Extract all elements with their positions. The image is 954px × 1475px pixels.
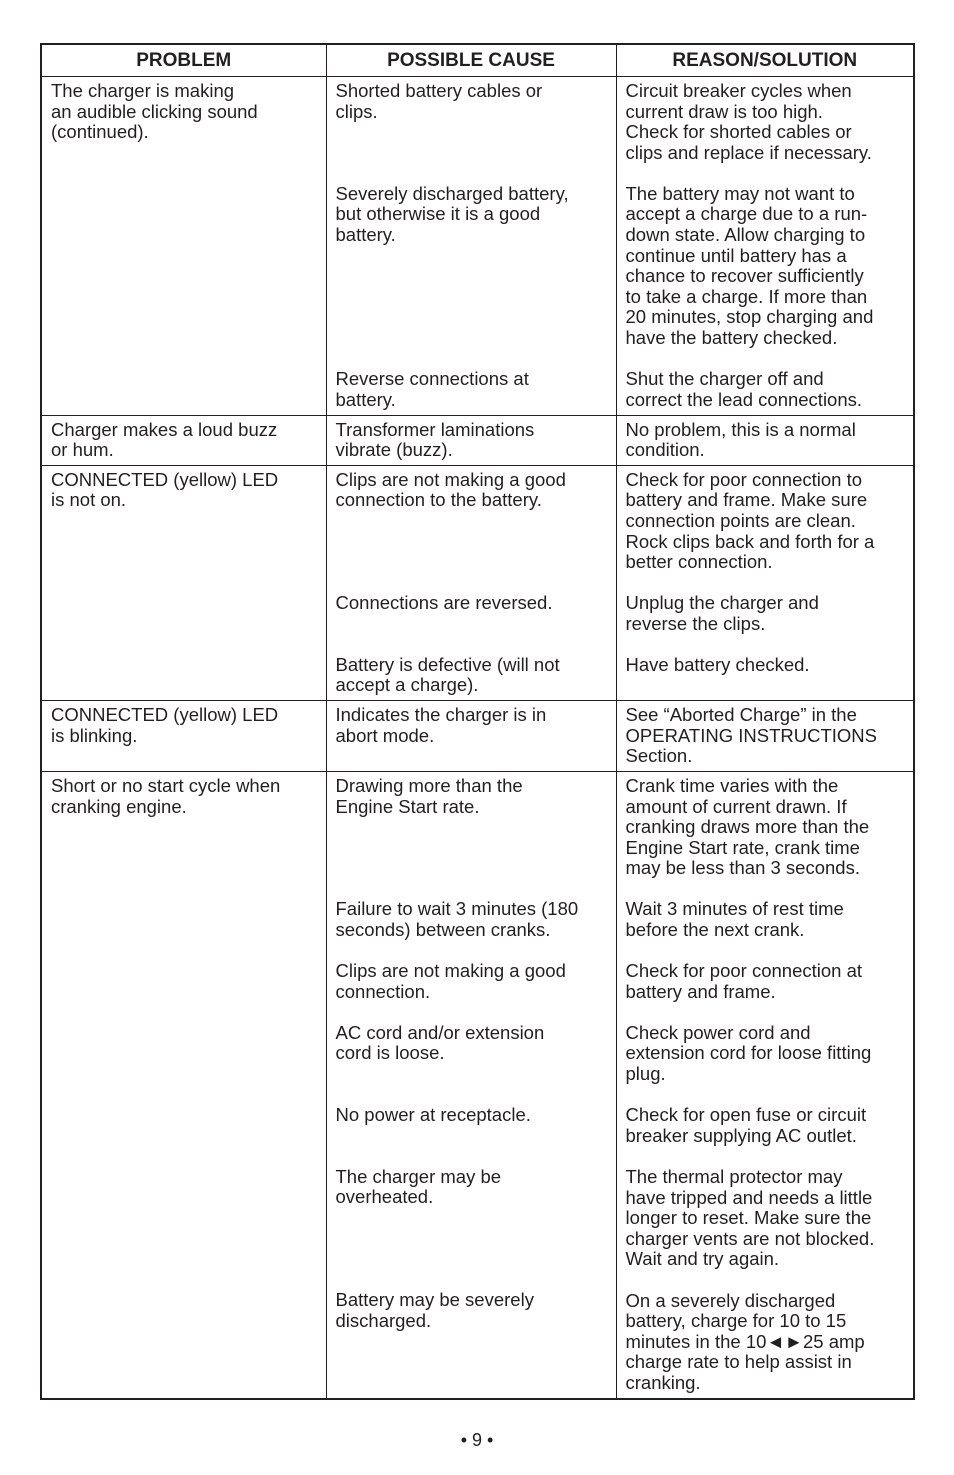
cause-text: Failure to wait 3 minutes (180 seconds) between cranks.: [335, 898, 579, 941]
table-row: [41, 465, 914, 700]
cause-text: Severely discharged battery, but otherwise it is a good battery.: [335, 182, 569, 245]
troubleshooting-table: [40, 43, 915, 1400]
header-row: [41, 44, 914, 77]
solution-text: Check for open fuse or circuit breaker supplying AC outlet.: [625, 1104, 867, 1146]
solution-text: Unplug the charger and reverse the clips.: [625, 592, 819, 634]
solution-text: On a severely discharged battery, charge for 10 to 15 minutes in the 10◄►25 amp charge rate to help assist in cranking.: [625, 1289, 865, 1393]
problem-cell: [41, 415, 326, 465]
solution-cell: [616, 700, 914, 771]
cause-cell: [326, 77, 616, 416]
solution-cell: [616, 465, 914, 700]
solution-text: Circuit breaker cycles when current draw is too high. Check for shorted cables or clips and replace if necessary.: [625, 80, 872, 163]
cause-cell: [326, 415, 616, 465]
solution-text: See “Aborted Charge” in the OPERATING INSTRUCTIONS Section.: [625, 703, 877, 767]
problem-text: Short or no start cycle when cranking engine.: [51, 774, 281, 817]
cause-text: Indicates the charger is in abort mode.: [335, 703, 547, 746]
solution-text: Crank time varies with the amount of current drawn. If cranking draws more than the Engine Start rate, crank time may be less than 3 seconds.: [625, 774, 870, 879]
cause-text: The charger may be overheated.: [335, 1165, 502, 1208]
page-number: • 9 •: [460, 1430, 494, 1450]
cause-text: No power at receptacle.: [335, 1104, 531, 1126]
solution-cell: [616, 415, 914, 465]
cause-text: Reverse connections at battery.: [335, 368, 529, 410]
cause-cell: [326, 771, 616, 1398]
solution-text: Check for poor connection to battery and frame. Make sure connection points are clean. Rock clips back and forth for a better connection.: [625, 468, 875, 573]
solution-text: Check power cord and extension cord for loose fitting plug.: [625, 1021, 872, 1084]
solution-text: No problem, this is a normal condition.: [625, 418, 856, 461]
problem-text: CONNECTED (yellow) LED is blinking.: [51, 703, 279, 746]
table-row: [41, 415, 914, 465]
table-row: [41, 700, 914, 771]
cause-text: Clips are not making a good connection to the battery.: [335, 468, 566, 511]
problem-cell: [41, 700, 326, 771]
solution-cell: [616, 77, 914, 416]
problem-cell: [41, 77, 326, 416]
header-problem: PROBLEM: [41, 44, 326, 77]
cause-text: Clips are not making a good connection.: [335, 960, 566, 1002]
cause-text: Transformer laminations vibrate (buzz).: [335, 418, 535, 461]
cause-text: Battery is defective (will not accept a charge).: [335, 653, 560, 696]
problem-text: Charger makes a loud buzz or hum.: [51, 418, 278, 461]
cause-text: AC cord and/or extension cord is loose.: [335, 1021, 545, 1064]
problem-cell: [41, 465, 326, 700]
cause-text: Shorted battery cables or clips.: [335, 80, 543, 122]
table-row: [41, 77, 914, 416]
table-body: [41, 77, 914, 1399]
problem-cell: [41, 771, 326, 1398]
cause-cell: [326, 700, 616, 771]
table-row: [41, 771, 914, 1398]
solution-text: The thermal protector may have tripped and needs a little longer to reset. Make sure the charger vents are not blocked. Wait and try again.: [625, 1166, 875, 1270]
cause-text: Connections are reversed.: [335, 592, 553, 614]
header-reason-solution: REASON/SOLUTION: [616, 44, 914, 77]
solution-text: Check for poor connection at battery and frame.: [625, 960, 863, 1002]
problem-text: CONNECTED (yellow) LED is not on.: [51, 468, 279, 511]
solution-text: Have battery checked.: [625, 653, 810, 675]
solution-text: The battery may not want to accept a charge due to a run- down state. Allow charging to continue until battery has a chance to recover sufficiently to take a charge. If more than 20 minutes, stop charging and have the battery checked.: [625, 182, 874, 349]
cause-text: Battery may be severely discharged.: [335, 1289, 534, 1331]
cause-text: Drawing more than the Engine Start rate.: [335, 774, 523, 817]
cause-cell: [326, 465, 616, 700]
problem-text: The charger is making an audible clicking sound (continued).: [51, 80, 258, 143]
solution-text: Wait 3 minutes of rest time before the next crank.: [625, 898, 844, 941]
solution-text: Shut the charger off and correct the lead connections.: [625, 368, 863, 410]
solution-cell: [616, 771, 914, 1398]
header-possible-cause: POSSIBLE CAUSE: [326, 44, 616, 77]
